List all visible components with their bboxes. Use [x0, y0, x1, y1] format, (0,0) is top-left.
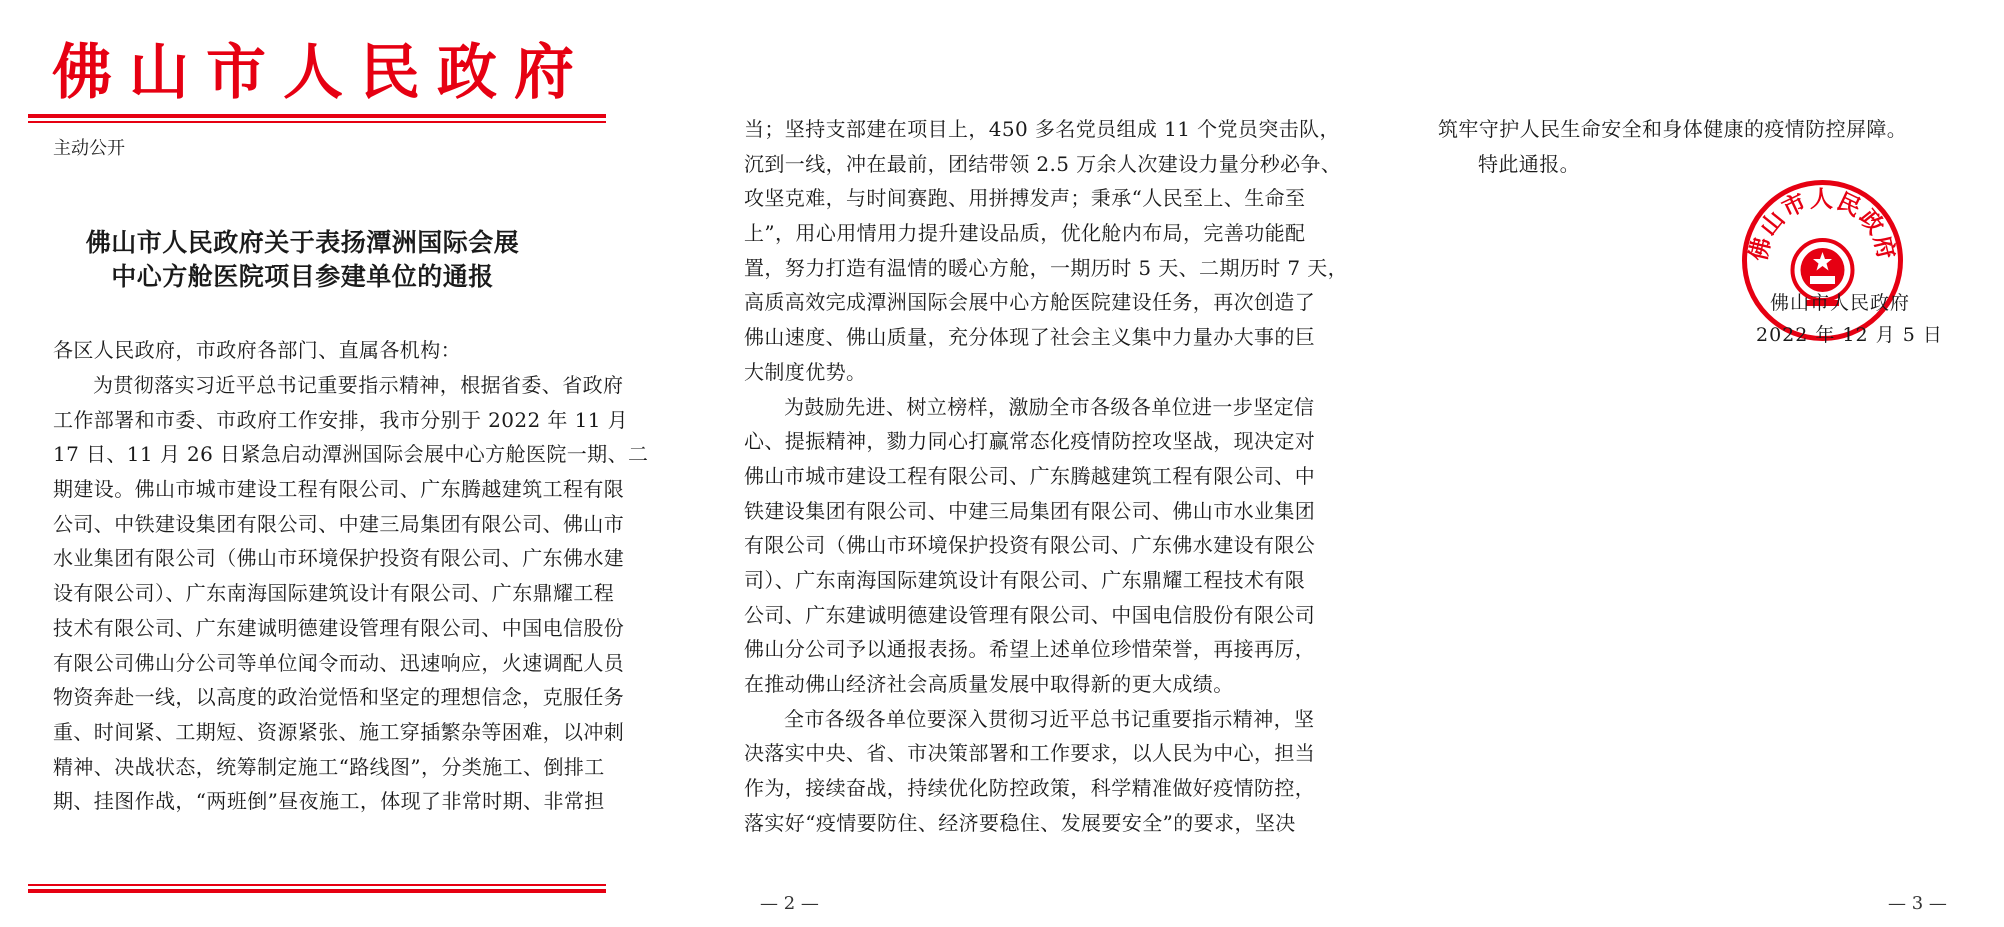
body-line: 佛山分公司予以通报表扬。希望上述单位珍惜荣誉，再接再厉，: [744, 637, 1316, 662]
body-line: 期建设。佛山市城市建设工程有限公司、广东腾越建筑工程有限: [53, 477, 625, 502]
official-seal-icon: [1740, 178, 1905, 343]
disclosure-label: 主动公开: [53, 138, 125, 159]
document-title-line: 佛山市人民政府关于表扬潭洲国际会展: [85, 228, 520, 257]
body-line: 工作部署和市委、市政府工作安排，我市分别于 2022 年 11 月: [53, 407, 628, 432]
body-line: 当；坚持支部建在项目上，450 多名党员组成 11 个党员突击队，: [744, 117, 1340, 141]
body-line: 决落实中央、省、市决策部署和工作要求，以人民为中心，担当: [744, 741, 1316, 766]
letterhead-red-rule: [28, 114, 606, 123]
body-line: 大制度优势。: [744, 359, 867, 384]
salutation: 各区人民政府，市政府各部门、直属各机构：: [53, 338, 461, 362]
body-line: 司）、广东南海国际建筑设计有限公司、广东鼎耀工程技术有限: [744, 567, 1306, 592]
page-right: [1390, 0, 2004, 927]
body-line: 置，努力打造有温情的暖心方舱，一期历时 5 天、二期历时 7 天，: [744, 255, 1349, 280]
body-line: 特此通报。: [1478, 151, 1580, 176]
body-line: 佛山速度、佛山质量，充分体现了社会主义集中力量办大事的巨: [744, 325, 1316, 350]
body-line: 17 日、11 月 26 日紧急启动潭洲国际会展中心方舱医院一期、二: [53, 442, 649, 467]
page-number: — 3 —: [1888, 893, 1947, 914]
body-line: 为鼓励先进、树立榜样，激励全市各级各单位进一步坚定信: [784, 394, 1315, 419]
body-line: 重、时间紧、工期短、资源紧张、施工穿插繁杂等困难，以冲刺: [53, 719, 625, 744]
body-line: 攻坚克难，与时间赛跑、用拼搏发声；秉承“人民至上、生命至: [744, 186, 1306, 211]
document-title-line: 中心方舱医院项目参建单位的通报: [111, 262, 494, 291]
body-line: 技术有限公司、广东建诚明德建设管理有限公司、中国电信股份: [53, 615, 625, 640]
body-line: 铁建设集团有限公司、中建三局集团有限公司、佛山市水业集团: [744, 498, 1316, 523]
body-line: 落实好“疫情要防住、经济要稳住、发展要安全”的要求，坚决: [744, 810, 1296, 835]
body-line: 佛山市城市建设工程有限公司、广东腾越建筑工程有限公司、中: [744, 463, 1316, 488]
body-text-middle: [744, 112, 1349, 840]
body-line: 心、提振精神，勠力同心打赢常态化疫情防控攻坚战，现决定对: [744, 429, 1316, 454]
body-line: 有限公司佛山分公司等单位闻令而动、迅速响应，火速调配人员: [53, 650, 625, 675]
body-line: 为贯彻落实习近平总书记重要指示精神，根据省委、省政府: [93, 373, 624, 397]
body-line: 作为，接续奋战，持续优化防控政策，科学精准做好疫情防控，: [744, 776, 1316, 801]
body-line: 精神、决战状态，统筹制定施工“路线图”，分类施工、倒排工: [53, 754, 605, 779]
signature-organization: 佛山市人民政府: [1770, 292, 1911, 314]
body-line: 公司、广东建诚明德建设管理有限公司、中国电信股份有限公司: [744, 602, 1316, 627]
body-line: 水业集团有限公司（佛山市环境保护投资有限公司、广东佛水建: [53, 546, 625, 571]
body-text-right: [1438, 112, 1978, 181]
letterhead-title: 佛山市人民政府: [52, 38, 591, 108]
page-number: — 2 —: [760, 893, 819, 914]
footer-red-rule: [28, 884, 606, 893]
body-line: 全市各级各单位要深入贯彻习近平总书记重要指示精神，坚: [784, 706, 1315, 731]
signature-date: 2022 年 12 月 5 日: [1756, 324, 1943, 346]
body-line: 公司、中铁建设集团有限公司、中建三局集团有限公司、佛山市: [53, 511, 625, 536]
body-line: 设有限公司）、广东南海国际建筑设计有限公司、广东鼎耀工程: [53, 581, 615, 606]
body-line: 有限公司（佛山市环境保护投资有限公司、广东佛水建设有限公: [744, 533, 1316, 558]
svg-text:佛山市人民政府: 佛山市人民政府: [1744, 185, 1901, 264]
page-middle: [700, 0, 1349, 927]
body-line: 在推动佛山经济社会高质量发展中取得新的更大成绩。: [744, 672, 1234, 696]
body-line: 筑牢守护人民生命安全和身体健康的疫情防控屏障。: [1438, 117, 1908, 141]
page-left: [0, 0, 649, 927]
body-line: 上”，用心用情用力提升建设品质，优化舱内布局，完善功能配: [744, 221, 1306, 246]
body-line: 高质高效完成潭洲国际会展中心方舱医院建设任务，再次创造了: [744, 290, 1316, 315]
body-line: 沉到一线，冲在最前，团结带领 2.5 万余人次建设力量分秒必争、: [744, 151, 1342, 176]
body-line: 期、挂图作战，“两班倒”昼夜施工，体现了非常时期、非常担: [53, 789, 605, 814]
salutation-block: [53, 333, 461, 368]
body-line: 物资奔赴一线，以高度的政治觉悟和坚定的理想信念，克服任务: [53, 685, 625, 710]
document-title: [0, 226, 605, 294]
body-text-left: [53, 368, 649, 819]
